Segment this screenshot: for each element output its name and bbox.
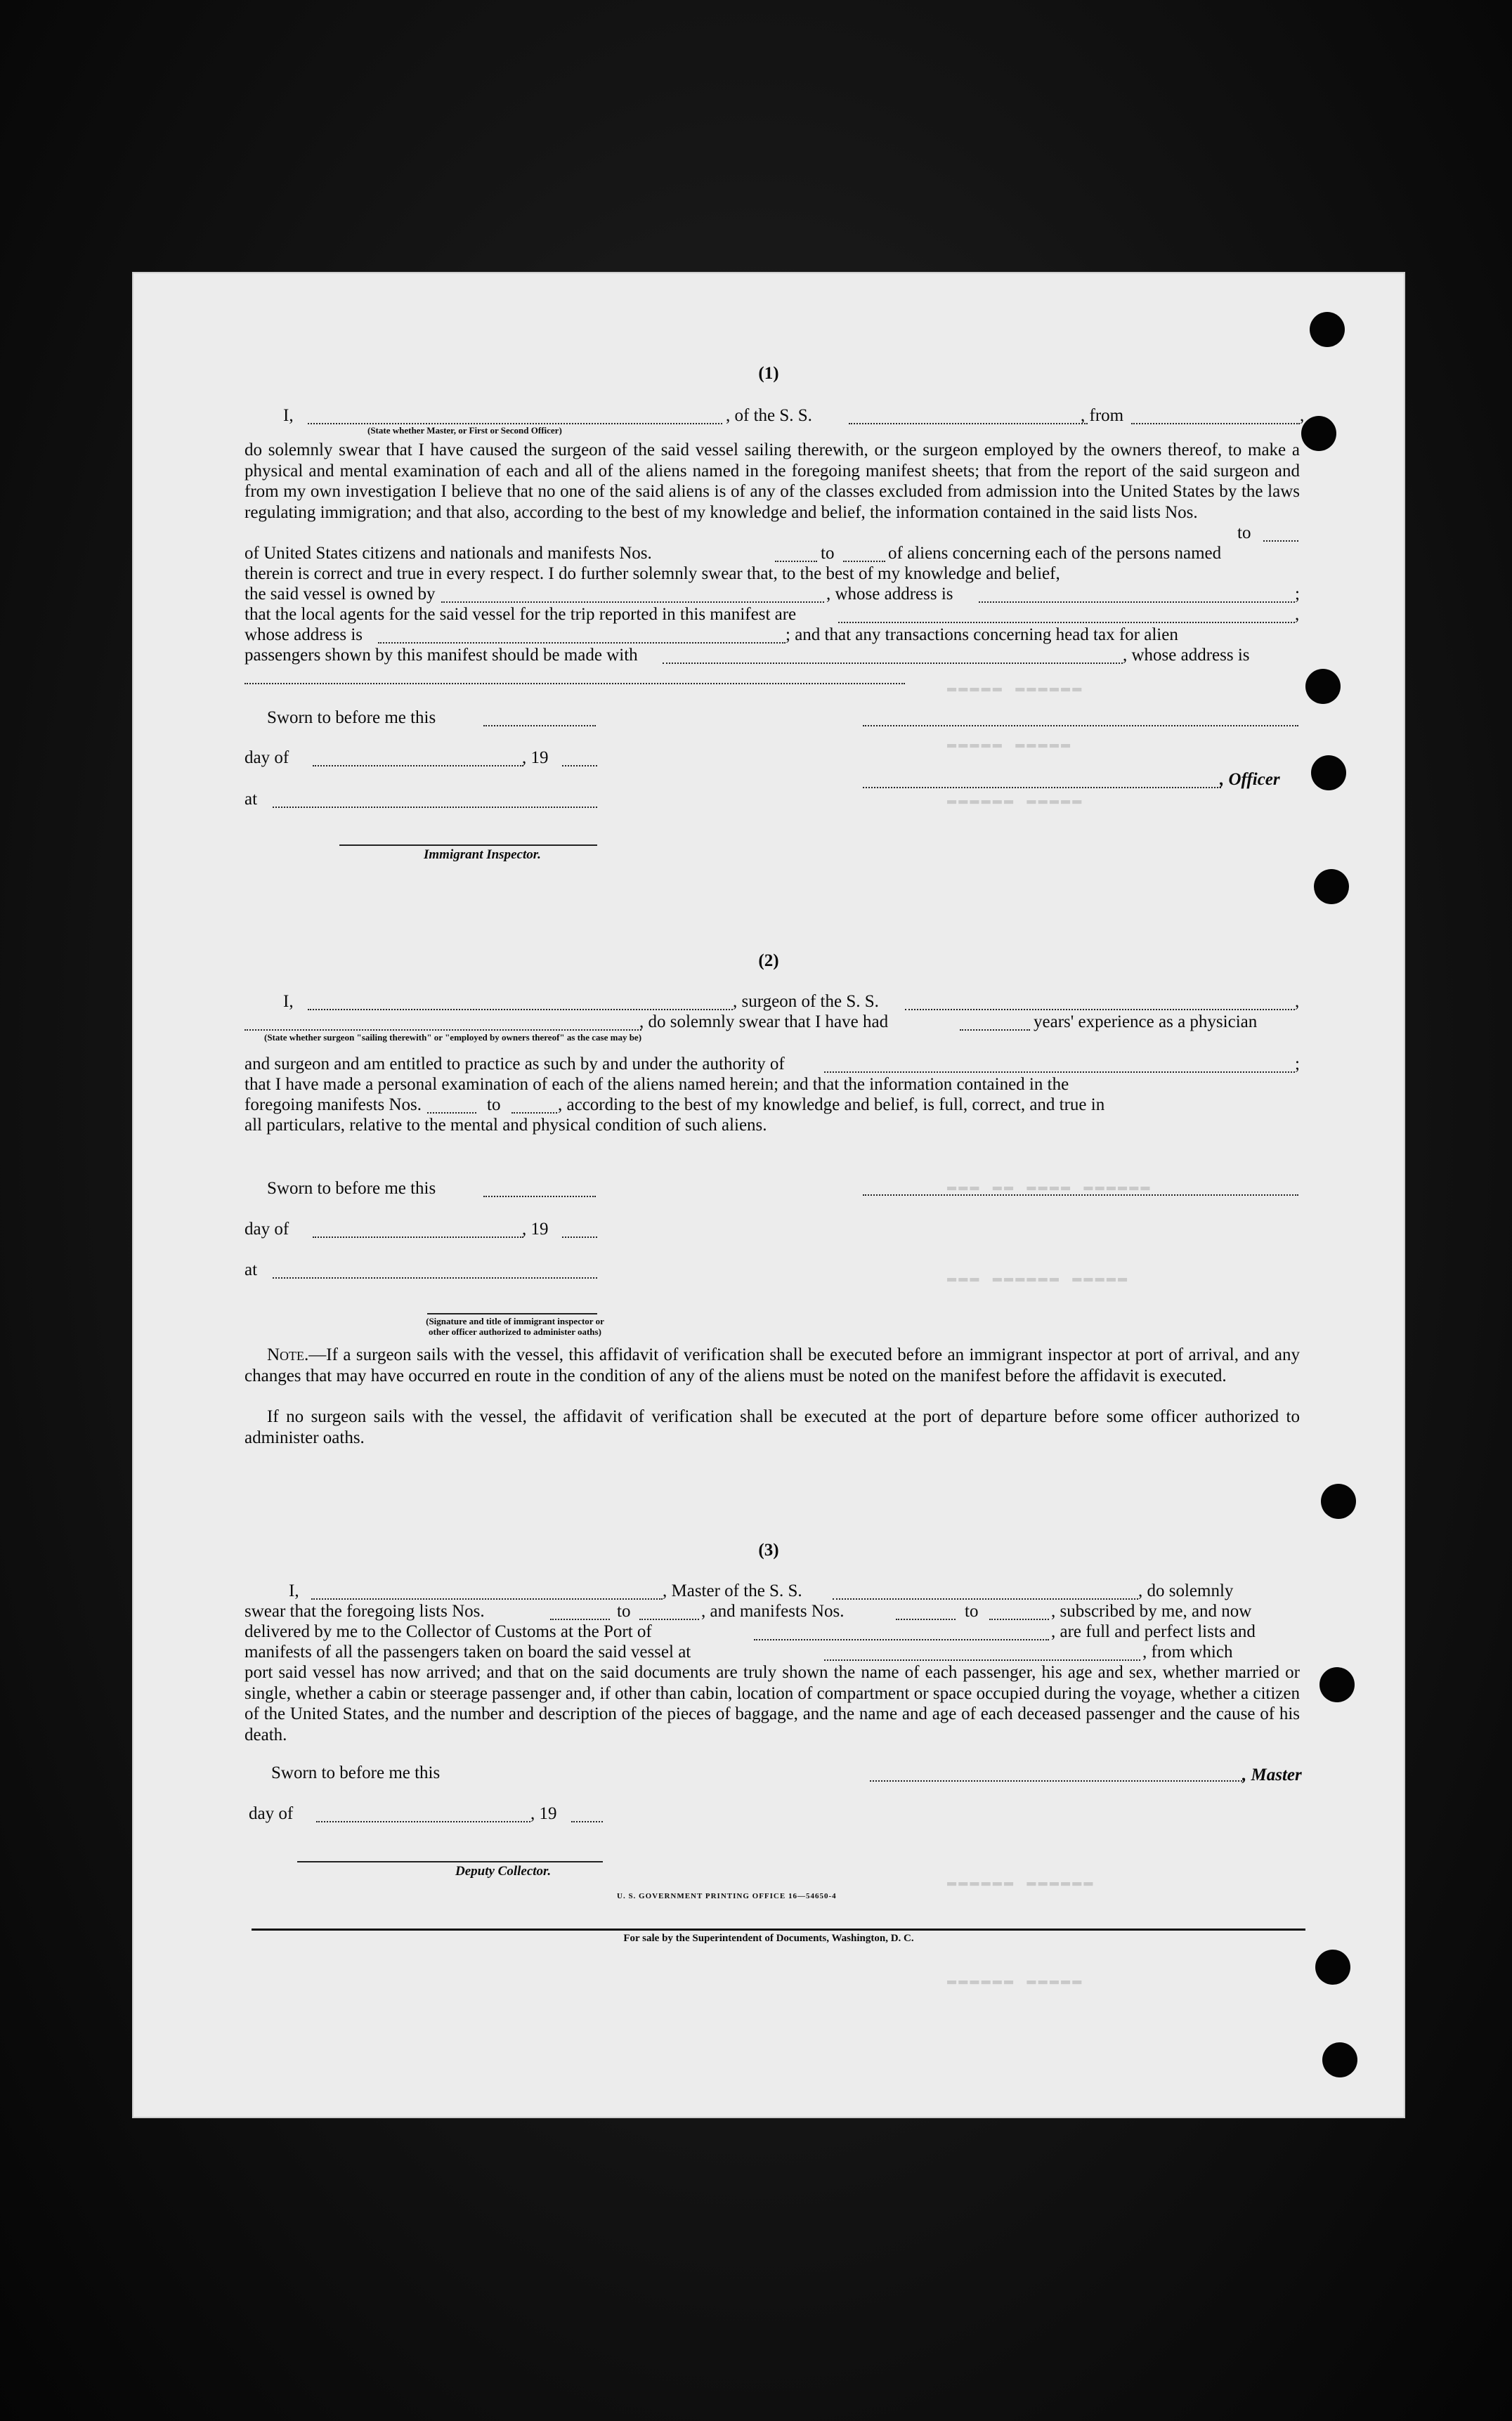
manifest-no-blank	[511, 1112, 557, 1114]
inspector-signature-line	[339, 844, 597, 846]
manifest-no-blank	[896, 1619, 956, 1620]
month-blank	[316, 1821, 530, 1822]
punctuation: ;	[1295, 585, 1300, 603]
place-blank	[273, 1277, 597, 1279]
section-number: (3)	[758, 1541, 779, 1560]
departure-port-blank	[824, 1659, 1140, 1661]
bleed-through-text: ▬▬▬▬▬ ▬▬▬▬▬	[947, 736, 1073, 753]
note-text: —If a surgeon sails with the vessel, this affidavit of verification shall be executed before an immigrant inspector at port of arrival, and any changes that may have occurred en route in the condition of any of the aliens must be noted on the manifest before the affidavit is executed.	[245, 1345, 1300, 1385]
agents-blank	[838, 622, 1295, 623]
to-label: to	[821, 544, 835, 563]
manifest-no-blank	[775, 561, 817, 562]
port-blank	[754, 1639, 1049, 1640]
name-blank	[308, 423, 722, 424]
surgeon-state-note: (State whether surgeon "sailing therewith" or "employed by owners thereof" as the case may be)	[264, 1032, 642, 1043]
oath-paragraph: do solemnly swear that I have caused the surgeon of the said vessel sailing therewith, or the surgeon employed by the owners thereof, to make a physical and mental examination of each and all of the aliens named in the foregoing manifest sheets; that from the report of the said surgeon and from my own investigation I believe that no one of the said aliens is of any of the classes excluded from admission into the United States by the laws regulating immigration; and that also, according to the best of my knowledge and belief, the information contained in the said lists Nos.	[245, 441, 1300, 522]
month-blank	[313, 765, 523, 766]
paragraph-line: that the local agents for the said vessel for the trip reported in this manifest are	[245, 605, 797, 624]
punch-hole	[1315, 1950, 1350, 1985]
note-paragraph: If no surgeon sails with the vessel, the affidavit of verification shall be executed at the port of departure before some officer authorized to administer oaths.	[245, 1407, 1300, 1447]
owner-address-blank	[979, 601, 1295, 603]
signature-note-line: other officer authorized to administer oaths)	[429, 1326, 601, 1337]
note-label: Note.	[267, 1345, 309, 1364]
paragraph-line: , subscribed by me, and now	[1051, 1602, 1252, 1621]
list-no-blank	[639, 1619, 699, 1620]
inspector-signature-line	[427, 1313, 597, 1314]
month-blank	[313, 1236, 523, 1238]
bleed-through-text: ▬▬▬▬▬▬ ▬▬▬▬▬	[947, 792, 1084, 809]
paragraph-line: , whose address is	[1123, 646, 1250, 665]
to-label: to	[965, 1602, 979, 1621]
paragraph-line: , do solemnly swear that I have had	[639, 1012, 889, 1031]
section-number: (1)	[758, 364, 779, 383]
surgeon-name-blank	[308, 1009, 733, 1010]
day-of-label: day of	[245, 1220, 289, 1239]
owner-blank	[441, 601, 824, 603]
bleed-through-text: ▬▬▬▬▬ ▬▬▬▬▬▬	[947, 679, 1084, 697]
oath-paragraph: port said vessel has now arrived; and that on the said documents are truly shown the name of each passenger, his age and sex, whether married or single, whether a cabin or steerage passenger and, if other than cabin, location of compartment or space occupied during the voyage, whether a citizen of the United States, and the number and description of the pieces of baggage, and the name and age of each deceased passenger and the cause of his death.	[245, 1663, 1300, 1744]
footer-rule	[252, 1929, 1305, 1931]
year-blank	[571, 1821, 603, 1822]
paragraph-line: delivered by me to the Collector of Customs at the Port of	[245, 1622, 652, 1641]
year-blank	[562, 765, 597, 766]
paragraph-line: , from which	[1142, 1643, 1233, 1662]
paragraph-line: , whose address is	[826, 585, 953, 603]
surgeon-label: , surgeon of the S. S.	[733, 992, 879, 1011]
manifest-no-blank	[427, 1112, 476, 1114]
paragraph-line: foregoing manifests Nos.	[245, 1095, 422, 1114]
state-note: (State whether Master, or First or Second Officer)	[367, 425, 562, 436]
at-label: at	[245, 790, 258, 809]
paragraph-line: whose address is	[245, 625, 363, 644]
paragraph-line: ; and that any transactions concerning head tax for alien	[786, 625, 1178, 644]
sworn-label: Sworn to before me this	[271, 1763, 441, 1782]
punctuation: ,	[1295, 605, 1300, 624]
note-paragraph	[245, 1345, 1300, 1386]
paragraph-line: passengers shown by this manifest should be made with	[245, 646, 638, 665]
bleed-through-text: ▬▬▬▬▬▬ ▬▬▬▬▬▬	[947, 1874, 1095, 1891]
sworn-label: Sworn to before me this	[267, 1179, 436, 1198]
master-label: , Master of the S. S.	[663, 1581, 802, 1600]
list-no-blank	[1263, 540, 1298, 542]
paragraph-line: , do solemnly	[1138, 1581, 1234, 1600]
signature-note	[413, 1316, 617, 1337]
punctuation: ,	[1300, 406, 1305, 425]
paragraph-line: , are full and perfect lists and	[1051, 1622, 1256, 1641]
punch-hole	[1311, 755, 1346, 790]
paragraph-line: of aliens concerning each of the persons named	[888, 544, 1222, 563]
bleed-through-text: ▬▬▬ ▬▬ ▬▬▬▬ ▬▬▬▬▬▬	[947, 1178, 1152, 1196]
day-of-label: day of	[249, 1804, 294, 1823]
surgeon-signature-blank	[863, 1194, 1298, 1196]
inspector-label: Immigrant Inspector.	[424, 847, 541, 862]
address-blank	[245, 683, 905, 684]
year-label: , 19	[530, 1804, 557, 1823]
officer-label: , Officer	[1220, 770, 1280, 789]
bleed-through-text: ▬▬▬▬▬▬ ▬▬▬▬▬	[947, 1972, 1084, 1990]
ship-name-blank	[849, 423, 1088, 424]
ship-name-blank	[833, 1598, 1138, 1600]
to-label: to	[487, 1095, 501, 1114]
punch-hole	[1319, 1667, 1355, 1702]
ship-label: , of the S. S.	[726, 406, 812, 425]
year-label: , 19	[522, 748, 549, 767]
paragraph-line: the said vessel is owned by	[245, 585, 436, 603]
to-label: to	[1237, 523, 1251, 542]
paragraph-line: all particulars, relative to the mental and physical condition of such aliens.	[245, 1116, 767, 1135]
sale-notice: For sale by the Superintendent of Documents, Washington, D. C.	[623, 1933, 914, 1944]
signature-blank	[863, 725, 1298, 726]
deputy-label: Deputy Collector.	[455, 1864, 552, 1879]
sworn-date-blank	[483, 725, 596, 726]
officer-signature-blank	[863, 787, 1221, 788]
agents-address-blank	[378, 642, 786, 644]
paragraph-line: swear that the foregoing lists Nos.	[245, 1602, 485, 1621]
place-blank	[273, 807, 597, 808]
to-label: to	[617, 1602, 631, 1621]
day-of-label: day of	[245, 748, 289, 767]
oath-intro: I,	[289, 1581, 299, 1600]
years-blank	[960, 1029, 1030, 1031]
paragraph-line: , according to the best of my knowledge and belief, is full, correct, and true in	[558, 1095, 1105, 1114]
surgeon-status-blank	[245, 1029, 641, 1031]
section-number: (2)	[758, 951, 779, 970]
punctuation: ;	[1295, 1055, 1300, 1074]
paragraph-line: , and manifests Nos.	[701, 1602, 845, 1621]
paragraph-line: of United States citizens and nationals and manifests Nos.	[245, 544, 652, 563]
master-signature-blank	[870, 1780, 1242, 1782]
bleed-through-text: ▬▬▬ ▬▬▬▬▬▬ ▬▬▬▬▬	[947, 1270, 1130, 1287]
punch-hole	[1301, 416, 1336, 451]
at-label: at	[245, 1260, 258, 1279]
master-signature-label: , Master	[1242, 1766, 1302, 1784]
year-label: , 19	[522, 1220, 549, 1239]
oath-intro: I,	[283, 406, 294, 425]
deputy-signature-line	[297, 1861, 603, 1862]
year-blank	[562, 1236, 597, 1238]
punch-hole	[1314, 869, 1349, 904]
paragraph-line: manifests of all the passengers taken on board the said vessel at	[245, 1643, 691, 1662]
head-tax-blank	[663, 663, 1123, 664]
oath-intro: I,	[283, 992, 294, 1011]
manifest-no-blank	[989, 1619, 1049, 1620]
punch-hole	[1310, 312, 1345, 347]
master-name-blank	[311, 1598, 663, 1600]
paragraph-line: therein is correct and true in every respect. I do further solemnly swear that, to the best of my knowledge and belief,	[245, 564, 1060, 583]
signature-note-line: (Signature and title of immigrant inspector or	[426, 1316, 604, 1326]
list-no-blank	[550, 1619, 610, 1620]
sworn-label: Sworn to before me this	[267, 708, 436, 727]
ship-name-blank	[905, 1009, 1295, 1010]
manifest-no-blank	[843, 561, 885, 562]
punch-hole	[1321, 1484, 1356, 1519]
paragraph-line: years' experience as a physician	[1034, 1012, 1258, 1031]
port-blank	[1131, 423, 1300, 424]
authority-blank	[824, 1071, 1295, 1073]
printing-office-imprint: U. S. GOVERNMENT PRINTING OFFICE 16—54650-4	[617, 1892, 837, 1900]
punch-hole	[1322, 2042, 1357, 2077]
paragraph-line: and surgeon and am entitled to practice as such by and under the authority of	[245, 1055, 785, 1074]
manifest-verification-page	[132, 272, 1405, 2118]
punch-hole	[1305, 669, 1341, 704]
punctuation: ,	[1295, 992, 1300, 1011]
from-label: , from	[1081, 406, 1124, 425]
sworn-date-blank	[483, 1196, 596, 1197]
paragraph-line: that I have made a personal examination of each of the aliens named herein; and that the information contained in the	[245, 1075, 1069, 1094]
